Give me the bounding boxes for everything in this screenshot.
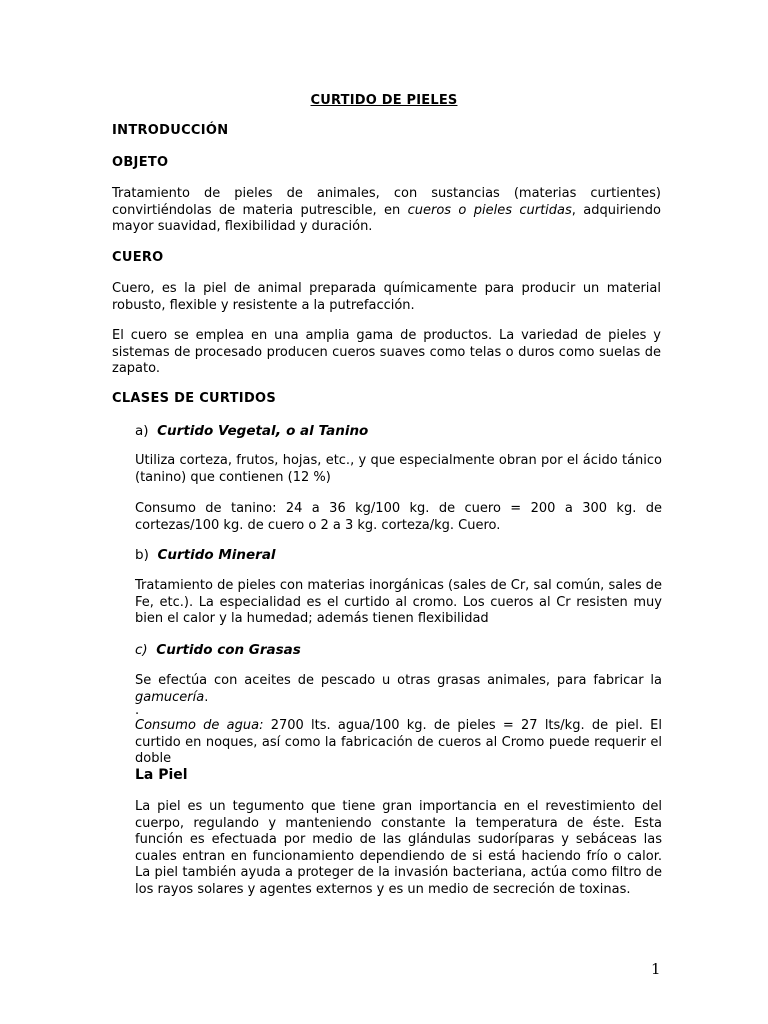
vegetal-name-2: o al Tanino: [281, 423, 369, 439]
mineral-name: Curtido Mineral: [157, 547, 276, 563]
grasas-text-a: Se efectúa con aceites de pescado u otras grasas animales, para fabricar la: [135, 673, 662, 688]
objeto-heading: OBJETO: [112, 155, 169, 170]
objeto-text-a: Tratamiento de pieles de animales, con sustancias (materias curtientes) convirtiéndolas de materia putrescible, en: [112, 186, 661, 218]
vegetal-paragraph-2: Consumo de tanino: 24 a 36 kg/100 kg. de cuero = 200 a 300 kg. de cortezas/100 kg. de cuero o 2 a 3 kg. corteza/kg. Cuero.: [135, 501, 662, 533]
mineral-label: b): [135, 547, 149, 563]
grasas-label: c): [135, 642, 148, 658]
grasas-paragraph: [135, 673, 662, 706]
grasas-text-italic: gamucería: [135, 689, 205, 705]
grasas-text-b: .: [204, 689, 209, 705]
objeto-paragraph: [112, 186, 661, 236]
mineral-subheading: [135, 547, 276, 564]
cuero-paragraph-1: Cuero, es la piel de animal preparada químicamente para producir un material robusto, flexible y resistente a la putrefacción.: [112, 281, 661, 313]
agua-label: Consumo de agua:: [135, 718, 264, 733]
cuero-paragraph-2: El cuero se emplea en una amplia gama de productos. La variedad de pieles y sistemas de procesado producen cueros suaves como telas o duros como suelas de zapato.: [112, 328, 661, 376]
agua-paragraph: [135, 718, 662, 768]
piel-paragraph: La piel es un tegumento que tiene gran importancia en el revestimiento del cuerpo, regulando y manteniendo constante la temperatura de éste. Esta función es efectuada por medio de las glándulas sudoríparas y sebáceas las cuales entran en funcionamiento dependiendo de si está haciendo frío o calor. La piel también ayuda a proteger de la invasión bacteriana, actúa como filtro de los rayos solares y agentes externos y es un medio de secreción de toxinas.: [135, 799, 662, 897]
grasas-subheading: [135, 642, 301, 659]
agua-text: 2700 lts. agua/100 kg. de pieles = 27 lts/kg. de piel. El curtido en noques, así como la fabricación de cueros al Cromo puede requerir el doble: [135, 718, 663, 766]
objeto-text-italic: cueros o pieles curtidas: [407, 202, 572, 218]
grasas-name: Curtido con Grasas: [156, 642, 301, 658]
vegetal-label: a): [135, 423, 149, 439]
vegetal-paragraph-1: Utiliza corteza, frutos, hojas, etc., y que especialmente obran por el ácido tánico (tanino) que contienen (12 %): [135, 453, 662, 485]
introduccion-heading: INTRODUCCIÓN: [112, 123, 229, 138]
grasas-block: [135, 673, 662, 768]
clases-heading: CLASES DE CURTIDOS: [112, 391, 277, 406]
document-title: CURTIDO DE PIELES: [310, 93, 458, 108]
vegetal-subheading: [135, 422, 368, 440]
objeto-text-b: , adquiriendo mayor suavidad, flexibilidad y duración.: [112, 202, 661, 234]
page-number: 1: [651, 960, 661, 978]
vegetal-name: Curtido Vegetal: [157, 423, 276, 439]
grasas-dot: .: [135, 703, 140, 718]
mineral-paragraph: Tratamiento de pieles con materias inorgánicas (sales de Cr, sal común, sales de Fe, etc.). La especialidad es el curtido al cromo. Los cueros al Cr resisten muy bien el calor y la humedad; además tienen flexibilidad: [135, 578, 662, 626]
cuero-heading: CUERO: [112, 250, 164, 265]
vegetal-separator: ,: [275, 421, 282, 439]
piel-heading: La Piel: [135, 767, 188, 783]
